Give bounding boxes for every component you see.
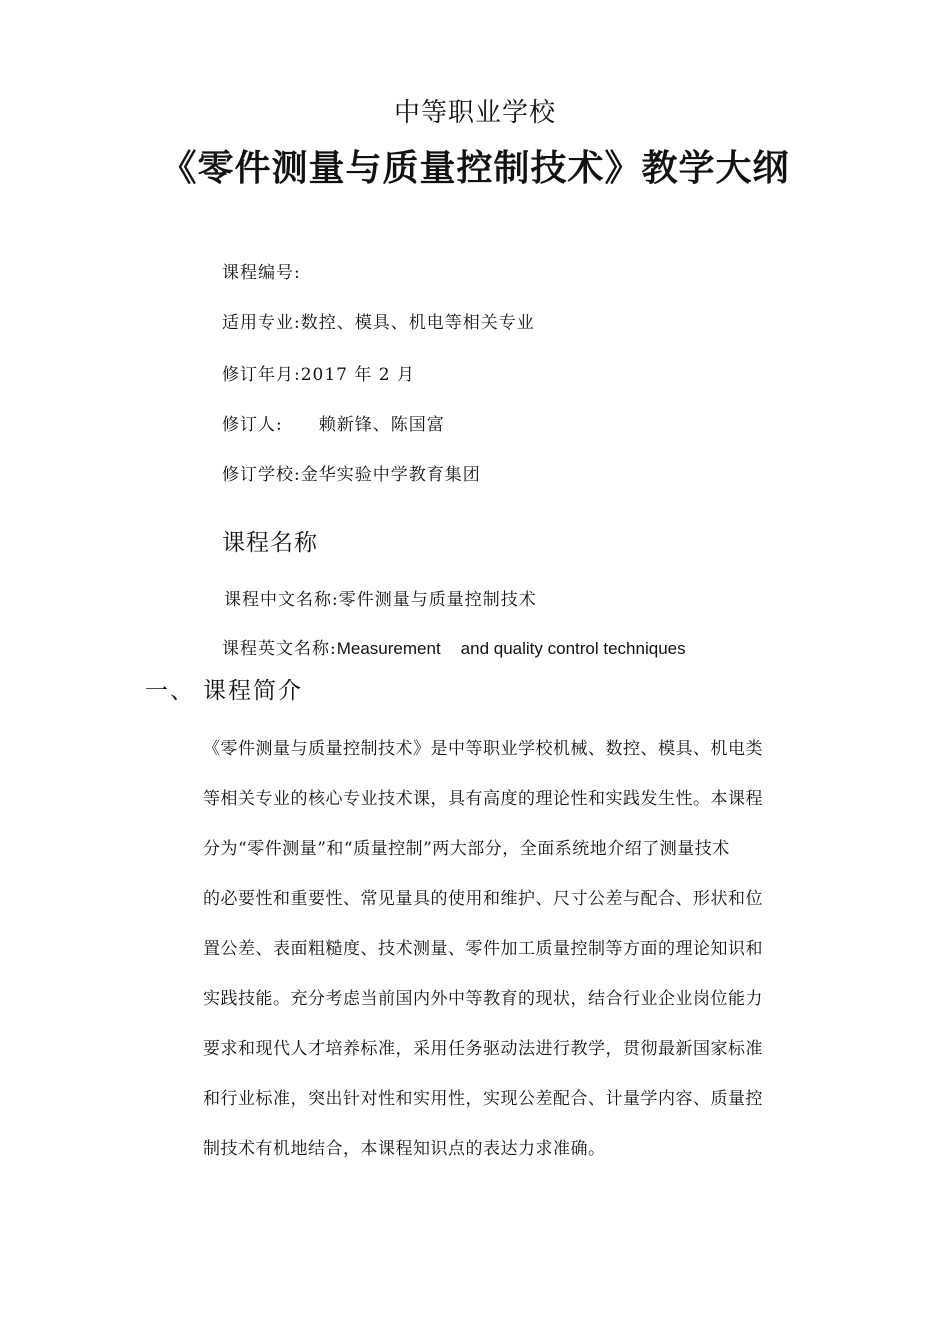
school-value: 金华实验中学教育集团 (300, 465, 481, 485)
course-en-label: 课程英文名称: (222, 639, 337, 659)
reviser-row (222, 410, 445, 435)
school-row (222, 460, 481, 485)
course-en-value (337, 639, 686, 658)
paragraph-line: 要求和现代人才培养标准，采用任务驱动法进行教学，贯彻最新国家标准 (203, 1039, 763, 1059)
course-code-label: 课程编号: (222, 263, 301, 283)
reviser-label: 修订人: (222, 415, 283, 435)
paragraph-line: 等相关专业的核心专业技术课，具有高度的理论性和实践发生性。本课程 (203, 789, 763, 809)
course-cn-label: 课程中文名称: (224, 590, 339, 610)
revision-date-value: 2017 年 2 月 (300, 365, 416, 385)
section-1-title: 课程简介 (203, 678, 303, 704)
paragraph-line: 《零件测量与质量控制技术》是中等职业学校机械、数控、模具、机电类 (203, 739, 763, 759)
course-en-name-row (222, 634, 686, 659)
paragraph-line: 置公差、表面粗糙度、技术测量、零件加工质量控制等方面的理论知识和 (203, 939, 763, 959)
paragraph-line: 制技术有机地结合，本课程知识点的表达力求准确。 (203, 1139, 606, 1159)
paragraph-line: 和行业标准，突出针对性和实用性，实现公差配合、计量学内容、质量控 (203, 1089, 763, 1109)
paragraph-line: 实践技能。充分考虑当前国内外中等教育的现状，结合行业企业岗位能力 (203, 989, 763, 1009)
major-value: 数控、模具、机电等相关专业 (300, 313, 535, 333)
course-en-value-part2: and quality control techniques (460, 639, 686, 658)
paragraph-line: 的必要性和重要性、常见量具的使用和维护、尺寸公差与配合、形状和位 (203, 889, 763, 909)
reviser-value: 赖新锋、陈国富 (318, 415, 445, 435)
course-en-value-part1: Measurement (336, 639, 441, 658)
course-code-row (222, 258, 301, 283)
document-title: 《零件测量与质量控制技术》教学大纲 (160, 147, 790, 189)
course-name-heading: 课程名称 (222, 530, 318, 556)
document-subtitle: 中等职业学校 (393, 98, 556, 128)
major-label: 适用专业: (222, 313, 301, 333)
revision-date-row (222, 360, 415, 385)
school-label: 修订学校: (222, 465, 301, 485)
section-1-paragraph (203, 724, 818, 1174)
revision-date-label: 修订年月: (222, 365, 301, 385)
paragraph-line: 分为“零件测量”和“质量控制”两大部分，全面系统地介绍了测量技术 (203, 839, 730, 859)
section-1-heading (145, 672, 303, 705)
major-row (222, 308, 535, 333)
course-cn-value: 零件测量与质量控制技术 (338, 590, 537, 610)
course-cn-name-row (224, 585, 537, 610)
section-1-number: 一、 (145, 678, 195, 704)
